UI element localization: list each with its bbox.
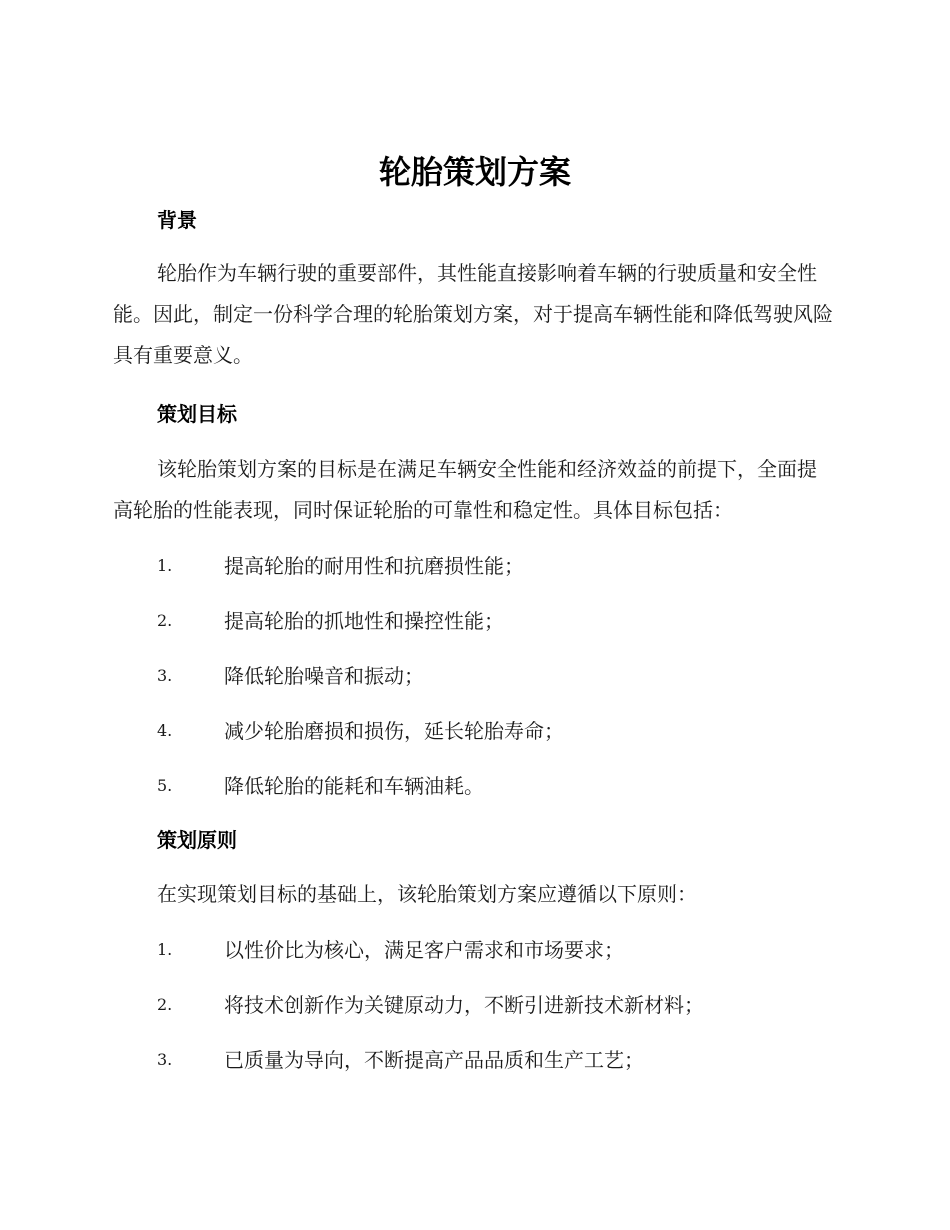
section-heading-background: 背景 (157, 208, 197, 232)
section-heading-goals: 策划目标 (157, 402, 237, 426)
list-item-number: 1. (157, 556, 173, 575)
list-item-text: 已质量为导向，不断提高产品品质和生产工艺； (224, 1048, 644, 1072)
list-item (157, 1045, 837, 1075)
list-item-text: 降低轮胎噪音和振动； (224, 664, 424, 688)
list-item-text: 提高轮胎的抓地性和操控性能； (224, 609, 504, 633)
list-item (157, 771, 837, 801)
list-item-number: 1. (157, 940, 173, 959)
principles-paragraph: 在实现策划目标的基础上，该轮胎策划方案应遵循以下原则： (157, 882, 697, 906)
background-paragraph: 轮胎作为车辆行驶的重要部件，其性能直接影响着车辆的行驶质量和安全性能。因此，制定一份科学合理的轮胎策划方案，对于提高车辆性能和降低驾驶风险具有重要意义。 (113, 261, 833, 367)
list-item-text: 以性价比为核心，满足客户需求和市场要求； (224, 938, 624, 962)
list-item-text: 提高轮胎的耐用性和抗磨损性能； (224, 554, 524, 578)
list-item-text: 降低轮胎的能耗和车辆油耗。 (224, 774, 484, 798)
list-item-number: 2. (157, 611, 173, 630)
list-item-number: 3. (157, 1050, 173, 1069)
list-item-number: 3. (157, 666, 173, 685)
list-item (157, 990, 837, 1020)
list-item (157, 661, 837, 691)
list-item-number: 4. (157, 721, 173, 740)
list-item (157, 551, 837, 581)
list-item (157, 716, 837, 746)
document-title: 轮胎策划方案 (378, 153, 571, 191)
list-item-number: 2. (157, 995, 173, 1014)
goals-paragraph: 该轮胎策划方案的目标是在满足车辆安全性能和经济效益的前提下，全面提高轮胎的性能表现，同时保证轮胎的可靠性和稳定性。具体目标包括： (113, 457, 817, 522)
list-item-text: 将技术创新作为关键原动力，不断引进新技术新材料； (224, 993, 704, 1017)
list-item (157, 606, 837, 636)
list-item-text: 减少轮胎磨损和损伤，延长轮胎寿命； (224, 719, 564, 743)
list-item (157, 935, 837, 965)
list-item-number: 5. (157, 776, 173, 795)
section-heading-principles: 策划原则 (157, 828, 237, 852)
